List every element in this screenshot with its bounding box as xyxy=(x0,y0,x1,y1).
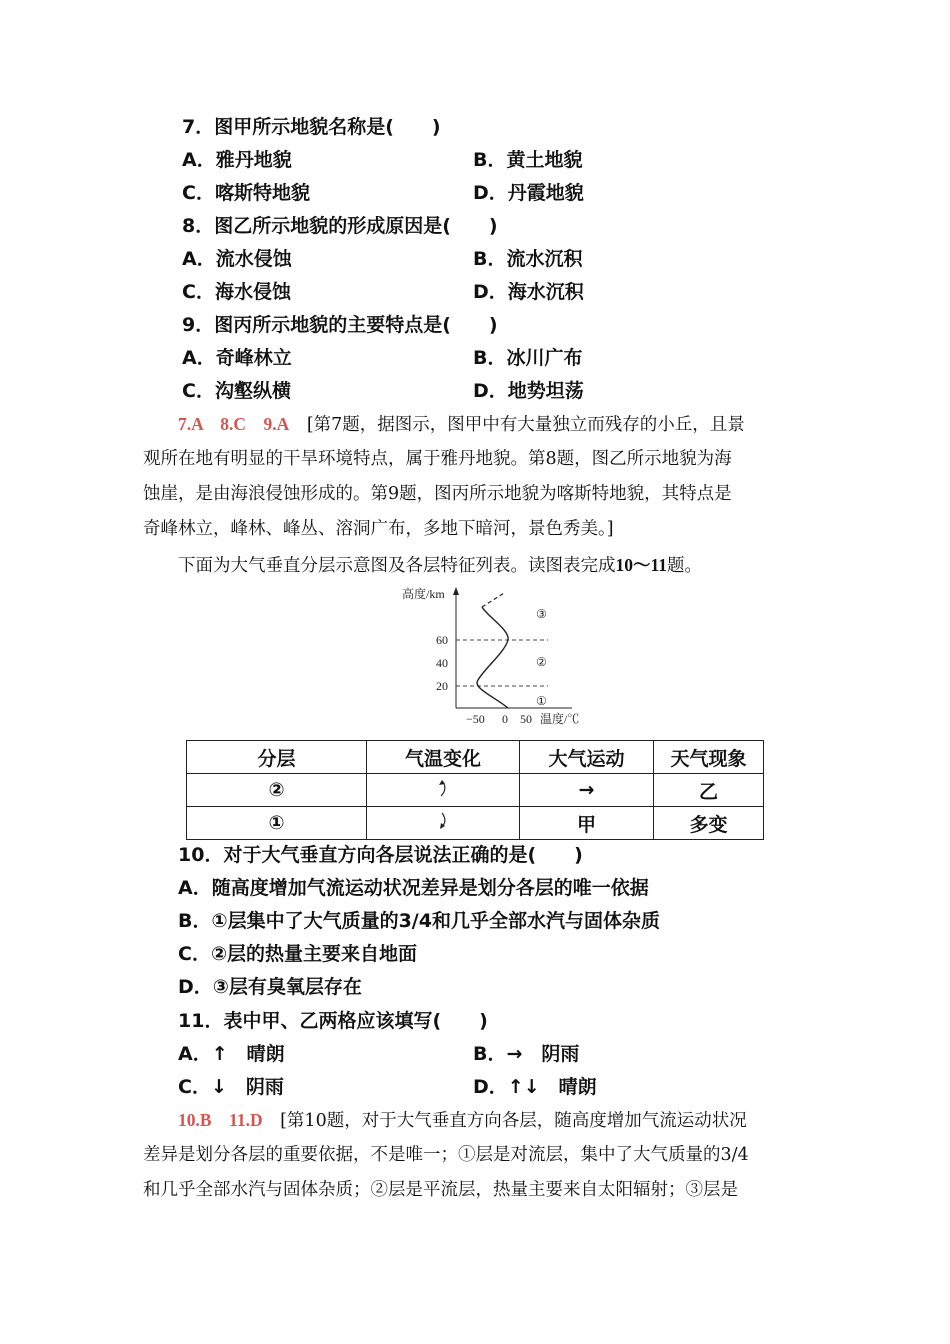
answer-10-11-key: 10.B 11.D xyxy=(178,1110,263,1130)
temperature-curve-upper xyxy=(482,593,504,607)
answer-7-9-text-1: [第7题，据图示，图甲中有大量独立而残存的小丘，且景 xyxy=(306,415,745,435)
layer-table xyxy=(186,740,764,840)
answer-10-11-line-3: 和几乎全部水汽与固体杂质；②层是平流层，热量主要来自太阳辐射；③层是 xyxy=(143,1180,738,1200)
q8-option-c[interactable]: C．海水侵蚀 xyxy=(182,281,291,303)
q10-option-c[interactable]: C．②层的热量主要来自地面 xyxy=(178,943,418,965)
intro-range: 10～11 xyxy=(615,555,668,575)
answer-7-9-line-3: 蚀崖，是由海浪侵蚀形成的。第9题，图丙所示地貌为喀斯特地貌，其特点是 xyxy=(143,484,732,504)
x-axis-label: 温度/℃ xyxy=(540,712,580,726)
q7-option-c[interactable]: C．喀斯特地貌 xyxy=(182,182,310,204)
q7-option-a[interactable]: A．雅丹地貌 xyxy=(182,149,292,171)
q8-stem: 8．图乙所示地貌的形成原因是( ) xyxy=(182,215,498,237)
row-2-layer: ① xyxy=(187,807,367,840)
q7-option-b[interactable]: B．黄土地貌 xyxy=(473,149,583,171)
answer-7-9-line-4: 奇峰林立，峰林、峰丛、溶洞广布，多地下暗河，景色秀美。] xyxy=(143,519,614,539)
q7-option-d[interactable]: D．丹霞地貌 xyxy=(473,182,584,204)
q11-option-b[interactable]: B．→ 阴雨 xyxy=(473,1043,580,1065)
header-air-motion: 大气运动 xyxy=(520,741,654,774)
intro-text: 下面为大气垂直分层示意图及各层特征列表。读图表完成 xyxy=(178,556,616,576)
answer-10-11-text-1: [第10题，对于大气垂直方向各层，随高度增加气流运动状况 xyxy=(280,1111,747,1131)
row-2-temp-change xyxy=(367,807,520,840)
q8-option-b[interactable]: B．流水沉积 xyxy=(473,248,583,270)
q11-stem: 11．表中甲、乙两格应该填写( ) xyxy=(178,1010,488,1032)
answer-7-9-key: 7.A 8.C 9.A xyxy=(178,414,290,434)
row-2-weather: 多变 xyxy=(654,807,764,840)
table-header-row xyxy=(187,741,764,774)
header-layer: 分层 xyxy=(187,741,367,774)
answer-10-11-line-2: 差异是划分各层的重要依据，不是唯一；①层是对流层，集中了大气质量的3/4 xyxy=(143,1145,749,1165)
q9-stem: 9．图丙所示地貌的主要特点是( ) xyxy=(182,314,498,336)
x-tick-50: 50 xyxy=(520,712,532,726)
q11-option-c[interactable]: C．↓ 阴雨 xyxy=(178,1076,284,1098)
q9-option-c[interactable]: C．沟壑纵横 xyxy=(182,380,291,402)
answer-7-9-line-2: 观所在地有明显的干旱环境特点，属于雅丹地貌。第8题，图乙所示地貌为海 xyxy=(143,449,732,469)
layer-label-3: ③ xyxy=(536,607,547,621)
temperature-curve xyxy=(477,607,508,708)
q8-option-a[interactable]: A．流水侵蚀 xyxy=(182,248,292,270)
q9-option-d[interactable]: D．地势坦荡 xyxy=(473,380,584,402)
q11-option-a[interactable]: A．↑ 晴朗 xyxy=(178,1043,285,1065)
row-1-weather: 乙 xyxy=(654,774,764,807)
header-weather: 天气现象 xyxy=(654,741,764,774)
y-tick-40: 40 xyxy=(436,656,448,670)
answer-7-9-line-1 xyxy=(178,412,745,437)
q10-stem: 10．对于大气垂直方向各层说法正确的是( ) xyxy=(178,844,583,866)
q7-stem: 7．图甲所示地貌名称是( ) xyxy=(182,116,441,138)
row-2-air-motion: 甲 xyxy=(520,807,654,840)
table-row xyxy=(187,807,764,840)
header-temp-change: 气温变化 xyxy=(367,741,520,774)
x-tick-0: 0 xyxy=(502,712,508,726)
y-tick-20: 20 xyxy=(436,679,448,693)
table-row xyxy=(187,774,764,807)
row-1-air-motion: → xyxy=(520,774,654,807)
q8-option-d[interactable]: D．海水沉积 xyxy=(473,281,584,303)
y-axis-label: 高度/km xyxy=(402,587,445,601)
temperature-rise-icon xyxy=(437,779,449,797)
intro-10-11 xyxy=(178,553,702,578)
q10-option-b[interactable]: B．①层集中了大气质量的3/4和几乎全部水汽与固体杂质 xyxy=(178,910,660,932)
q11-option-d[interactable]: D．↑↓ 晴朗 xyxy=(473,1076,597,1098)
atmosphere-chart xyxy=(400,585,600,730)
row-1-layer: ② xyxy=(187,774,367,807)
atmosphere-layer-figure xyxy=(400,585,600,734)
q9-option-a[interactable]: A．奇峰林立 xyxy=(182,347,292,369)
row-1-temp-change xyxy=(367,774,520,807)
temperature-drop-icon xyxy=(437,812,449,830)
layer-label-2: ② xyxy=(536,655,547,669)
answer-10-11-line-1 xyxy=(178,1108,747,1133)
y-tick-60: 60 xyxy=(436,633,448,647)
q9-option-b[interactable]: B．冰川广布 xyxy=(473,347,583,369)
intro-suffix: 题。 xyxy=(667,556,703,576)
q10-option-a[interactable]: A．随高度增加气流运动状况差异是划分各层的唯一依据 xyxy=(178,877,649,899)
x-tick-neg50: −50 xyxy=(466,712,485,726)
y-axis-arrow-icon xyxy=(453,587,459,595)
q10-option-d[interactable]: D．③层有臭氧层存在 xyxy=(178,976,362,998)
layer-label-1: ① xyxy=(536,694,547,708)
